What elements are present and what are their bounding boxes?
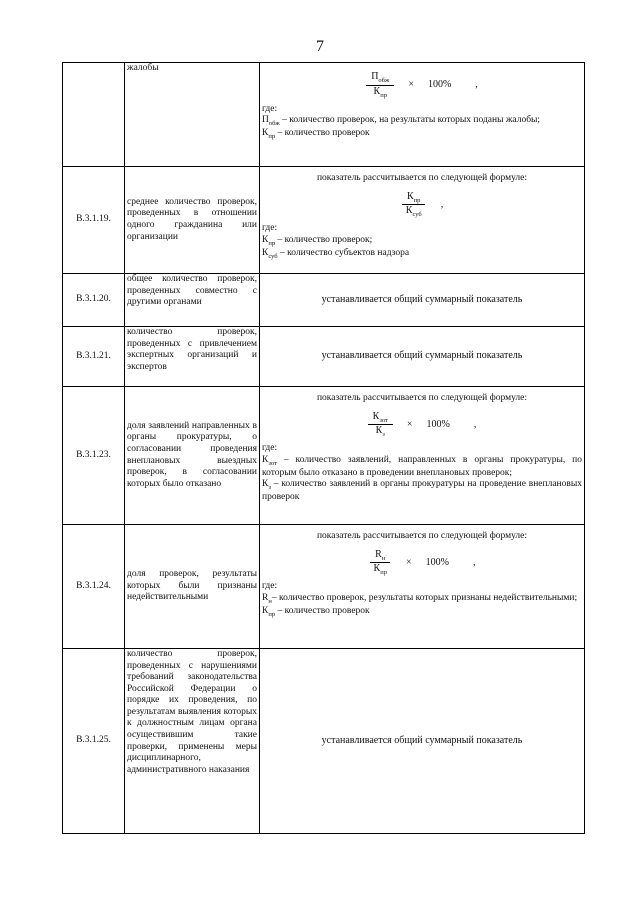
definition: $К_{пр}$ – количество проверок (262, 127, 370, 140)
fraction: $\frac{К_{зот}}{К_з}$ (368, 411, 393, 440)
table-row (63, 167, 585, 274)
row-name: количество проверок, проведенных с нарушениями требований законодательства Российской Федерации о порядке их проведения, по результатам выявления которых к должностным лицам органа осуществившим такие проверки, применены меры дисциплинарного, административного наказания (125, 649, 260, 834)
row-value: устанавливается общий суммарный показатель (260, 274, 585, 327)
table-row (63, 274, 585, 327)
where-label: где: (262, 443, 278, 454)
row-value: устанавливается общий суммарный показатель (260, 327, 585, 387)
formula-intro: показатель рассчитывается по следующей формуле: (316, 393, 528, 403)
where-label: где: (262, 581, 278, 592)
row-name: среднее количество проверок, проведенных в отношении одного гражданина или организации (125, 167, 260, 274)
row-code (63, 63, 125, 167)
table-row (63, 63, 585, 167)
page-number: 7 (316, 38, 324, 55)
definition: $К_{суб}$ – количество субъектов надзора (262, 247, 410, 260)
definition: $К_{зот}$ – количество заявлений, направленных в органы прокуратуры, по которым было отказано в проведении внеплановых проверок; (262, 454, 582, 478)
formula-intro: показатель рассчитывается по следующей формуле: (316, 173, 528, 183)
row-code: В.3.1.20. (63, 274, 125, 327)
row-name: количество проверок, проведенных с привлечением экспертных организаций и экспертов (125, 327, 260, 387)
formula: $\frac{К_{зот}}{К_з}$ × 100% , (262, 411, 582, 440)
definition: $R_н-$ количество проверок, результаты которых признаны недействительными; (262, 592, 578, 605)
table-row (63, 327, 585, 387)
definition: $П_{обж}$ – количество проверок, на результаты которых поданы жалобы; (262, 115, 541, 128)
table-row (63, 649, 585, 834)
row-code: В.3.1.24. (63, 525, 125, 649)
row-name: жалобы (125, 63, 260, 167)
row-name: общее количество проверок, проведенных совместно с другими органами (125, 274, 260, 327)
formula: $\frac{R_н}{К_{пр}}$ × 100% , (262, 549, 582, 578)
definition: $К_{пр}$ – количество проверок; (262, 234, 373, 247)
row-value (260, 387, 585, 525)
formula: $\frac{П_{обж}}{К_{пр}}$ × 100% , (262, 71, 582, 100)
row-value (260, 525, 585, 649)
row-value (260, 63, 585, 167)
formula-intro: показатель рассчитывается по следующей формуле: (316, 531, 528, 541)
definition: $К_{пр}$ – количество проверок (262, 605, 370, 618)
formula: $\frac{К_{пр}}{К_{суб}}$ , (262, 191, 582, 220)
row-name: доля заявлений направленных в органы прокуратуры, о согласовании проведения внеплановых выездных проверок, в согласовании которых было отказано (125, 387, 260, 525)
indicators-table (62, 62, 585, 834)
row-code: В.3.1.21. (63, 327, 125, 387)
definition: $К_з$ – количество заявлений в органы прокуратуры на проведение внеплановых проверок (262, 479, 582, 502)
row-code: В.3.1.19. (63, 167, 125, 274)
fraction: $\frac{П_{обж}}{К_{пр}}$ (366, 71, 394, 100)
fraction: $\frac{К_{пр}}{К_{суб}}$ (401, 191, 427, 220)
row-name: доля проверок, результаты которых были признаны недействительными (125, 525, 260, 649)
row-value (260, 167, 585, 274)
row-value: устанавливается общий суммарный показатель (260, 649, 585, 834)
row-code: В.3.1.23. (63, 387, 125, 525)
where-label: где: (262, 103, 278, 114)
table-row (63, 387, 585, 525)
fraction: $\frac{R_н}{К_{пр}}$ (369, 549, 392, 578)
row-code: В.3.1.25. (63, 649, 125, 834)
table-row (63, 525, 585, 649)
where-label: где: (262, 223, 278, 234)
